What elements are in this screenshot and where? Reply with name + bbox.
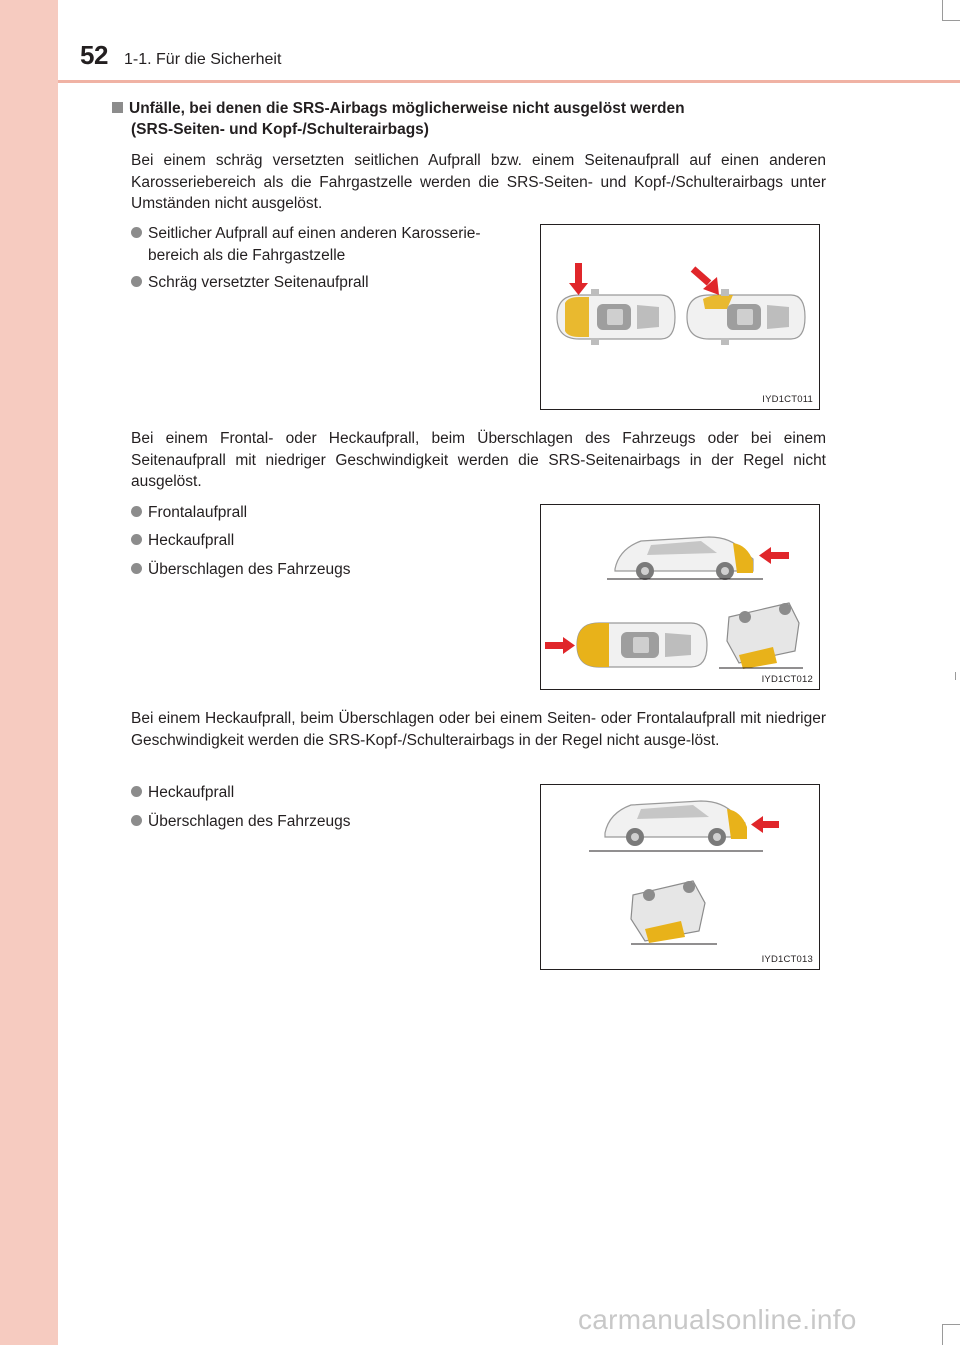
list-item [131, 223, 481, 266]
paragraph-1: Bei einem schräg versetzten seitlichen Aufprall bzw. einem Seitenaufprall auf einen anderen Karosseriebereich als die Fahrgastzelle werden die SRS-Seiten- und Kopf-/Schulterairbags unter Umständen nicht ausgelöst. [131, 152, 826, 212]
crop-mark [955, 672, 956, 680]
crop-mark [942, 0, 943, 20]
paragraph-3: Bei einem Heckaufprall, beim Überschlagen oder bei einem Seiten- oder Frontalaufprall mit niedriger Geschwindigkeit werden die SRS-Kopf-/Schulterairbags in der Regel nicht ausge-löst. [131, 710, 826, 749]
list-item-text: Heckaufprall [148, 532, 235, 549]
bullet-icon [131, 276, 142, 287]
paragraph-2: Bei einem Frontal- oder Heckaufprall, beim Überschlagen des Fahrzeugs oder bei einem Seitenaufprall mit niedriger Geschwindigkeit werden die SRS-Seitenairbags in der Regel nicht ausgelöst. [131, 430, 826, 490]
bullet-icon [131, 506, 142, 517]
figure-code: IYD1CT013 [761, 954, 813, 965]
car-rollover-view [719, 603, 803, 669]
figure-code: IYD1CT011 [762, 394, 813, 405]
bullet-icon [131, 786, 142, 797]
figure-code: IYD1CT012 [761, 674, 813, 685]
car-top-view-right [687, 289, 805, 345]
car-top-view [577, 623, 707, 667]
bullet-icon [131, 815, 142, 826]
list-item-text: Schräg versetzter Seitenaufprall [148, 274, 369, 291]
arrow-icon [569, 263, 588, 295]
side-color-band [0, 0, 58, 1345]
arrow-icon [693, 269, 719, 295]
list-item [131, 530, 234, 552]
figure-front-rear-rollover [540, 504, 820, 690]
figure-side-impact [540, 224, 820, 410]
chapter-title: 1-1. Für die Sicherheit [124, 51, 282, 68]
list-item [131, 559, 350, 581]
list-item [131, 272, 369, 294]
crop-mark [942, 1324, 960, 1325]
list-item-text: Überschlagen des Fahrzeugs [148, 561, 351, 578]
section-heading [112, 98, 832, 140]
list-item [131, 782, 234, 804]
section-heading-line1: Unfälle, bei denen die SRS-Airbags möglicherweise nicht ausgelöst werden [129, 100, 685, 117]
car-rollover-view [631, 881, 717, 944]
list-item-text-cont: bereich als die Fahrgastzelle [148, 246, 346, 264]
car-side-view [607, 537, 763, 580]
list-item [131, 811, 350, 833]
car-side-view [589, 801, 763, 851]
header-rule [58, 80, 960, 83]
arrow-icon [759, 547, 789, 564]
arrow-icon [545, 637, 575, 654]
list-item-text: Frontalaufprall [148, 504, 248, 521]
crop-mark [942, 1324, 943, 1345]
section-heading-line2: (SRS-Seiten- und Kopf-/Schulterairbags) [131, 121, 429, 138]
bullet-icon [131, 534, 142, 545]
figure-rear-rollover [540, 784, 820, 970]
square-bullet-icon [112, 102, 123, 113]
bullet-icon [131, 563, 142, 574]
list-item [131, 502, 247, 524]
watermark: carmanualsonline.info [578, 1304, 857, 1335]
arrow-icon [751, 816, 779, 833]
crop-mark [942, 20, 960, 21]
list-item-text: Überschlagen des Fahrzeugs [148, 813, 351, 830]
page-number: 52 [80, 40, 108, 70]
list-item-text: Heckaufprall [148, 784, 235, 801]
car-top-view-left [557, 289, 675, 345]
list-item-text: Seitlicher Aufprall auf einen anderen Karosserie- [148, 225, 481, 242]
bullet-icon [131, 227, 142, 238]
